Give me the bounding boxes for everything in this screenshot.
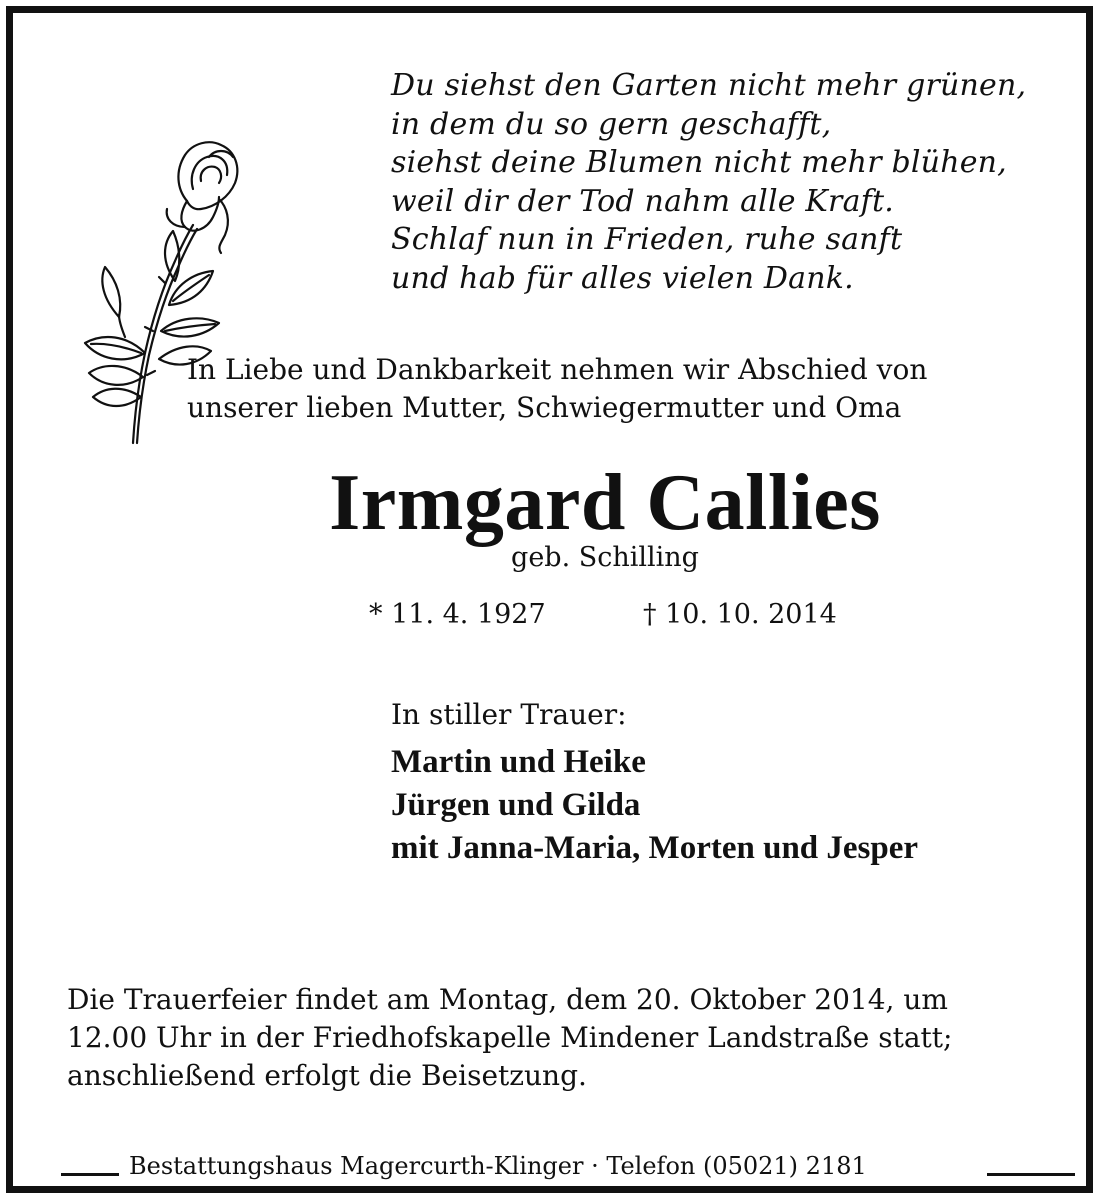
footer-rule-right [987,1173,1075,1176]
mourners-list [391,741,918,870]
mourner-line: Jürgen und Gilda [391,787,641,823]
mourner-line: Martin und Heike [391,744,646,780]
ceremony-line: anschließend erfolgt die Beisetzung. [67,1059,587,1092]
poem-line: Schlaf nun in Frieden, ruhe sanft [391,222,903,257]
poem [391,67,1026,298]
poem-line: weil dir der Tod nahm alle Kraft. [391,183,894,219]
mourner-line: mit Janna-Maria, Morten und Jesper [391,830,919,866]
ceremony-notice [67,981,952,1095]
birth-name: geb. Schilling [511,542,699,573]
poem-line: in dem du so gern geschafft, [391,106,832,142]
deceased-name: Irmgard Callies [329,459,881,547]
funeral-home-info: Bestattungshaus Magercurth-Klinger · Telefon (05021) 2181 [129,1152,867,1180]
birth-date: * 11. 4. 1927 [369,599,546,630]
footer-rule-left [61,1173,119,1176]
ceremony-line: 12.00 Uhr in der Friedhofskapelle Mindener Landstraße statt; [67,1021,953,1054]
footer [13,1151,1086,1181]
intro-line: In Liebe und Dankbarkeit nehmen wir Abschied von [187,353,928,386]
poem-line: Du siehst den Garten nicht mehr grünen, [391,68,1027,103]
intro-line: unserer lieben Mutter, Schwiegermutter und Oma [187,391,902,424]
intro-text [187,351,927,427]
ceremony-line: Die Trauerfeier findet am Montag, dem 20. Oktober 2014, um [67,983,948,1016]
death-date: † 10. 10. 2014 [643,599,837,630]
poem-line: und hab für alles vielen Dank. [391,260,854,296]
obituary-frame [6,6,1093,1193]
poem-line: siehst deine Blumen nicht mehr blühen, [391,145,1007,180]
mourning-label: In stiller Trauer: [391,698,627,731]
